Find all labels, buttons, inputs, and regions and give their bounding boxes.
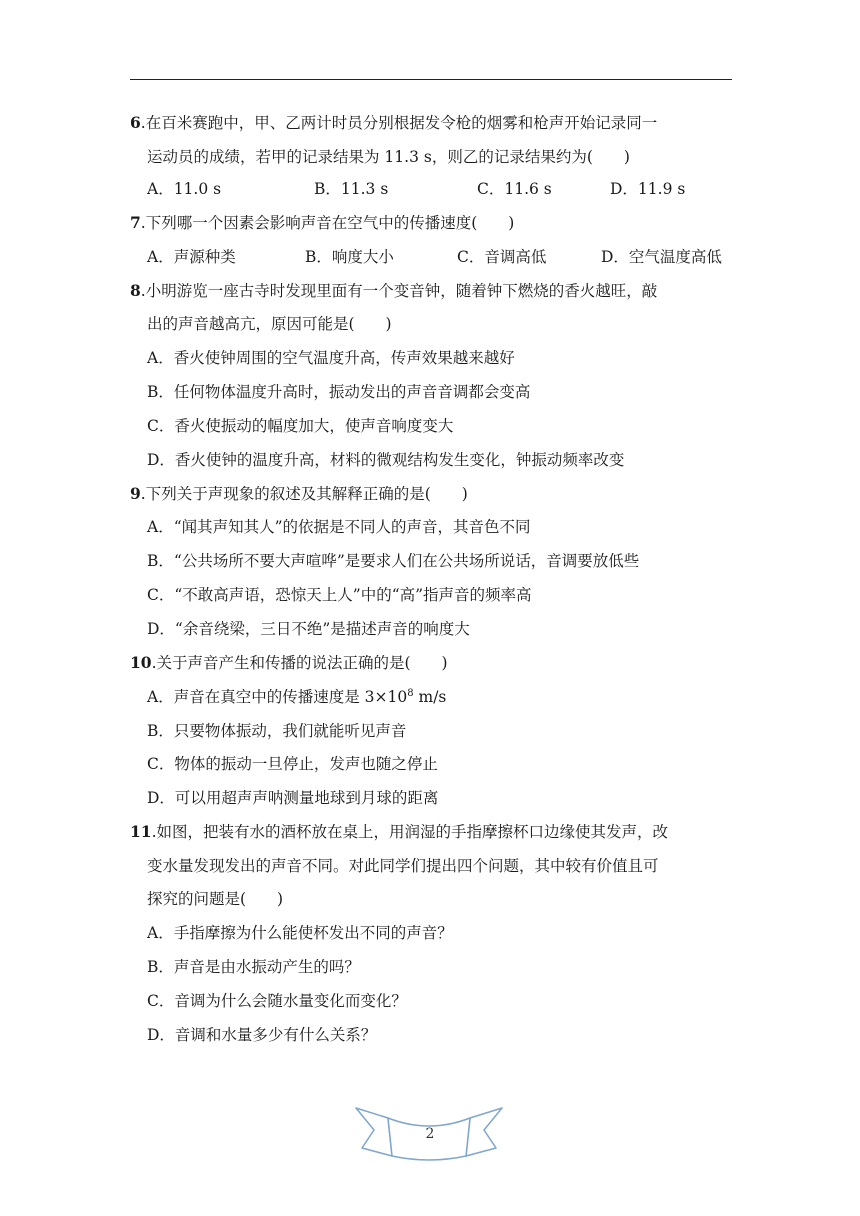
question-number: 11 — [130, 822, 152, 841]
page-number: 2 — [425, 1126, 435, 1142]
question-6 — [130, 112, 657, 134]
option-b: B．任何物体温度升高时，振动发出的声音音调都会变高 — [147, 383, 531, 401]
question-11 — [130, 821, 668, 843]
option-b: B．声音是由水振动产生的吗？ — [147, 958, 360, 976]
option-d: D．“余音绕梁，三日不绝”是描述声音的响度大 — [147, 620, 470, 638]
option-d: D．空气温度高低 — [601, 248, 722, 266]
option-a-unit: m/s — [413, 688, 447, 706]
question-text-cont: 出的声音越高亢，原因可能是( ) — [147, 315, 392, 333]
option-a: A．声源种类 — [147, 248, 236, 266]
question-text: .下列关于声现象的叙述及其解释正确的是( ) — [140, 485, 468, 503]
question-number: 8 — [130, 281, 141, 300]
option-c: C．“不敢高声语，恐惊天上人”中的“高”指声音的频率高 — [147, 586, 532, 604]
question-text: .下列哪一个因素会影响声音在空气中的传播速度( ) — [140, 214, 515, 232]
question-9 — [130, 483, 468, 505]
option-a: A．“闻其声知其人”的依据是不同人的声音，其音色不同 — [147, 518, 531, 536]
option-d: D．音调和水量多少有什么关系？ — [147, 1026, 377, 1044]
question-8 — [130, 280, 657, 302]
question-text: .在百米赛跑中，甲、乙两计时员分别根据发令枪的烟雾和枪声开始记录同一 — [140, 114, 658, 132]
header-rule — [130, 79, 732, 80]
option-c: C．香火使振动的幅度加大，使声音响度变大 — [147, 417, 454, 435]
option-d: D．可以用超声声呐测量地球到月球的距离 — [147, 789, 439, 807]
option-b: B．“公共场所不要大声喧哗”是要求人们在公共场所说话，音调要放低些 — [147, 552, 640, 570]
question-number: 10 — [130, 653, 152, 672]
option-b: B．11.3 s — [314, 180, 389, 198]
question-number: 7 — [130, 213, 141, 232]
question-text-cont: 变水量发现发出的声音不同。对此同学们提出四个问题，其中较有价值且可 — [147, 857, 659, 875]
option-a — [147, 686, 446, 708]
question-text-cont: 运动员的成绩，若甲的记录结果为 11.3 s，则乙的记录结果约为( ) — [147, 148, 630, 166]
option-a: A．手指摩擦为什么能使杯发出不同的声音？ — [147, 924, 453, 942]
question-7 — [130, 212, 514, 234]
question-text: .如图，把装有水的酒杯放在桌上，用润湿的手指摩擦杯口边缘使其发声，改 — [151, 823, 669, 841]
option-c: C．物体的振动一旦停止，发声也随之停止 — [147, 755, 438, 773]
question-text-cont: 探究的问题是( ) — [147, 890, 284, 908]
option-b: B．响度大小 — [305, 248, 394, 266]
question-text: .关于声音产生和传播的说法正确的是( ) — [151, 654, 448, 672]
option-b: B．只要物体振动，我们就能听见声音 — [147, 722, 407, 740]
question-10 — [130, 652, 448, 674]
option-a-text: A．声音在真空中的传播速度是 3×10 — [147, 688, 408, 706]
option-d: D．香火使钟的温度升高，材料的微观结构发生变化，钟振动频率改变 — [147, 451, 625, 469]
option-c: C．音调为什么会随水量变化而变化？ — [147, 992, 407, 1010]
option-c: C．11.6 s — [477, 180, 552, 198]
option-d: D．11.9 s — [610, 180, 686, 198]
question-number: 6 — [130, 113, 141, 132]
option-a: A．11.0 s — [147, 180, 222, 198]
option-c: C．音调高低 — [457, 248, 547, 266]
option-a: A．香火使钟周围的空气温度升高，传声效果越来越好 — [147, 349, 515, 367]
question-number: 9 — [130, 484, 141, 503]
exponent: 8 — [407, 687, 414, 699]
question-text: .小明游览一座古寺时发现里面有一个变音钟，随着钟下燃烧的香火越旺，敲 — [140, 282, 658, 300]
